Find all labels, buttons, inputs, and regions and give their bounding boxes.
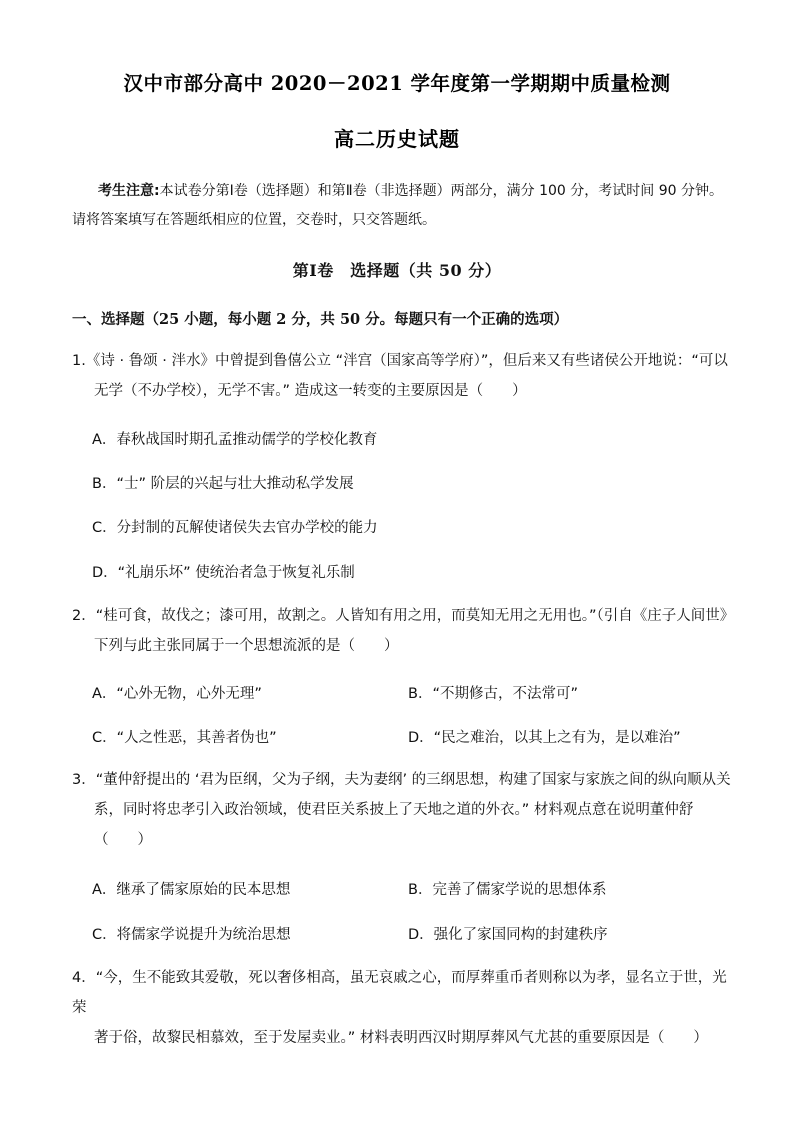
question-2-line-1: 2．“桂可食，故伐之；漆可用，故割之。人皆知有用之用，而莫知无用之无用也。”（引自《庄子人间世》 xyxy=(72,608,735,624)
question-2-stem xyxy=(72,601,735,661)
question-2-option-d: D．“民之难治，以其上之有为，是以难治” xyxy=(408,730,681,746)
exam-title: 汉中市部分高中 2020－2021 学年度第一学期期中质量检测 xyxy=(123,72,671,95)
question-3-option-c: C．将儒家学说提升为统治思想 xyxy=(92,927,291,943)
notice-line-2: 请将答案填写在答题纸相应的位置，交卷时，只交答题纸。 xyxy=(72,212,436,228)
question-1-line-1: 1.《诗 · 鲁颂 · 泮水》中曾提到鲁僖公立 “泮宫（国家高等学府）”，但后来又有些诸侯公开地说：“可以 xyxy=(72,353,728,369)
question-3-option-b: B．完善了儒家学说的思想体系 xyxy=(408,882,607,898)
question-3-stem xyxy=(72,765,732,855)
question-3-line-3: （ ） xyxy=(94,832,152,848)
question-2-line-2: 下列与此主张同属于一个思想流派的是（ ） xyxy=(94,638,399,654)
question-1-line-2: 无学（不办学校），无学不害。” 造成这一转变的主要原因是（ ） xyxy=(94,383,527,399)
question-3-line-2: 系，同时将忠孝引入政治领域，使君臣关系披上了天地之道的外衣。” 材料观点意在说明董仲舒 xyxy=(94,802,694,818)
question-2-option-c: C．“人之性恶，其善者伪也” xyxy=(92,730,277,746)
exam-subtitle: 高二历史试题 xyxy=(334,127,460,151)
question-1-option-d: D．“礼崩乐坏” 使统治者急于恢复礼乐制 xyxy=(92,565,355,581)
question-3-option-d: D．强化了家国同构的封建秩序 xyxy=(408,927,608,943)
question-2-option-b: B．“不期修古，不法常可” xyxy=(408,686,578,702)
notice-label: 考生注意: xyxy=(98,183,160,199)
question-1-option-b: B．“士” 阶层的兴起与壮大推动私学发展 xyxy=(92,476,354,492)
notice-line-1: 本试卷分第Ⅰ卷（选择题）和第Ⅱ卷（非选择题）两部分，满分 100 分，考试时间 90 分钟。 xyxy=(159,183,723,199)
question-1-option-c: C．分封制的瓦解使诸侯失去官办学校的能力 xyxy=(92,520,378,536)
question-4-line-2: 著于俗，故黎民相慕效，至于发屋卖业。” 材料表明西汉时期厚葬风气尤甚的重要原因是（ ） xyxy=(94,1030,708,1046)
question-3-option-a: A．继承了儒家原始的民本思想 xyxy=(92,882,291,898)
question-2-option-a: A．“心外无物，心外无理” xyxy=(92,686,262,702)
question-1-stem xyxy=(72,346,732,406)
question-3-line-1: 3．“董仲舒提出的 ‘君为臣纲，父为子纲，夫为妻纲’ 的三纲思想，构建了国家与家族之间的纵向顺从关 xyxy=(72,772,731,788)
section-title: 第Ⅰ卷 选择题（共 50 分） xyxy=(292,261,502,280)
question-4-stem xyxy=(72,963,732,1053)
question-1-option-a: A．春秋战国时期孔孟推动儒学的学校化教育 xyxy=(92,432,378,448)
part-header: 一、选择题（25 小题，每小题 2 分，共 50 分。每题只有一个正确的选项） xyxy=(72,311,569,328)
exam-notice xyxy=(72,177,724,235)
question-4-line-1: 4．“今，生不能致其爱敬，死以奢侈相高，虽无哀戚之心，而厚葬重币者则称以为孝，显名立于世，光荣 xyxy=(72,970,727,1016)
